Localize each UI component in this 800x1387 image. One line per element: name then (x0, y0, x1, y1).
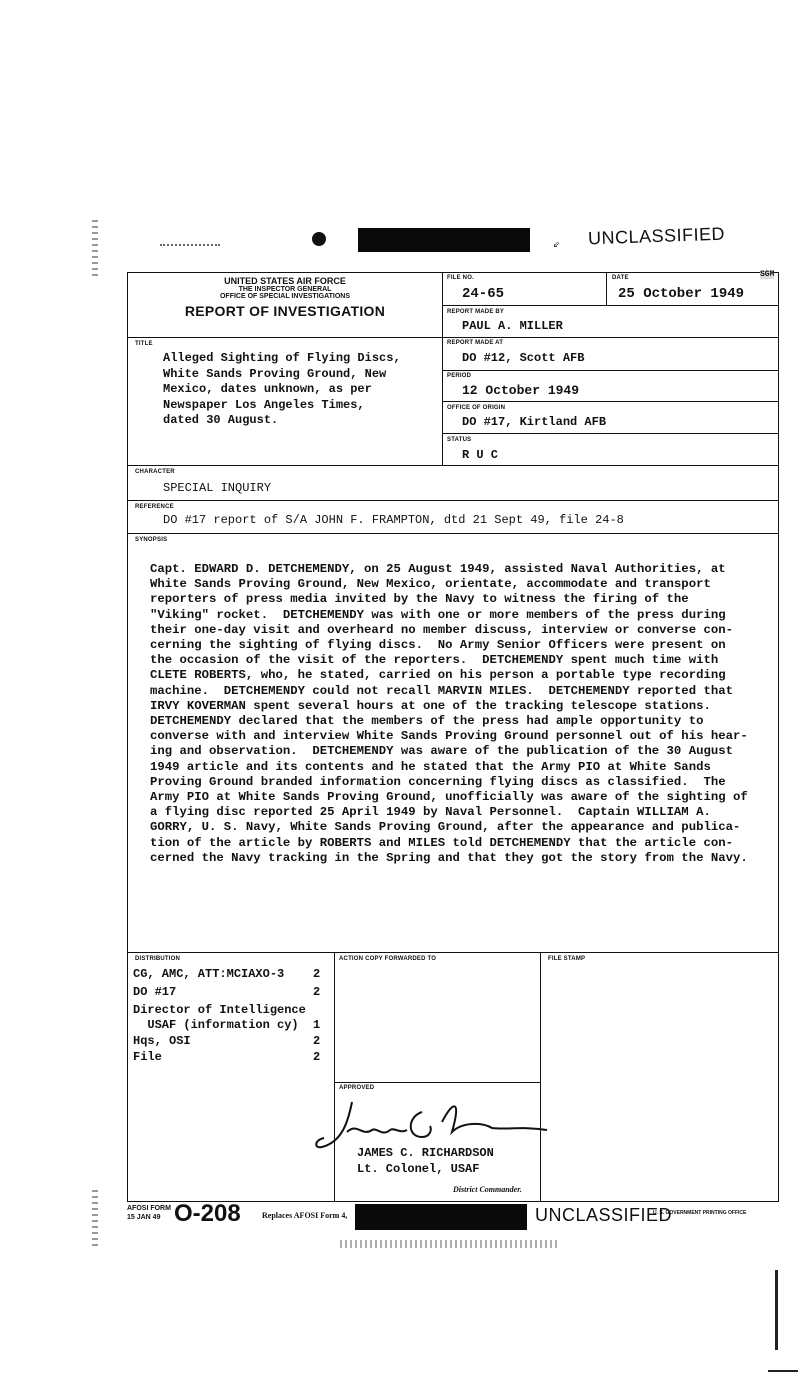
distribution-row: USAF (information cy) (133, 1018, 299, 1032)
divider (442, 272, 443, 465)
distribution-count: 2 (313, 985, 321, 999)
redaction-box (355, 1204, 527, 1230)
approver-rank: Lt. Colonel, USAF (357, 1162, 480, 1176)
punch-mark (312, 232, 326, 246)
synopsis-line: tion of the article by ROBERTS and MILES told DETCHEMENDY that the article con- (150, 835, 733, 850)
synopsis-line: cerned the Navy tracking in the Spring and that they got the story from the Navy. (150, 850, 748, 865)
scan-edge-mark (775, 1270, 778, 1350)
scan-edge-mark (768, 1370, 798, 1372)
synopsis-line: GORRY, U. S. Navy, White Sands Proving Ground, after the appearance and publica- (150, 820, 741, 835)
synopsis-line: 1949 article and its contents and he stated that the Army PIO at White Sands (150, 759, 711, 774)
synopsis-line: CLETE ROBERTS, who, he stated, carried on his person a portable type recording (150, 668, 726, 683)
synopsis-line: ing and observation. DETCHEMENDY was aware of the publication of the 30 August (150, 744, 733, 759)
synopsis-line: cerning the sighting of flying discs. No Army Senior Officers were present on (150, 638, 726, 653)
divider (127, 952, 779, 953)
character-label: CHARACTER (135, 469, 175, 475)
report-made-at-value: DO #12, Scott AFB (462, 351, 585, 365)
printer-note: U. S. GOVERNMENT PRINTING OFFICE (653, 1210, 747, 1216)
status-label: STATUS (447, 437, 472, 443)
classification-top: UNCLASSIFIED (587, 223, 726, 249)
divider (442, 305, 779, 306)
divider (334, 1082, 540, 1083)
office-of-origin-value: DO #17, Kirtland AFB (462, 415, 607, 429)
title-label: TITLE (135, 341, 153, 347)
form-number: O-208 (174, 1200, 241, 1227)
action-copy-label: ACTION COPY FORWARDED TO (339, 956, 437, 962)
reference-label: REFERENCE (135, 504, 174, 510)
synopsis-label: SYNOPSIS (135, 537, 168, 543)
distribution-count: 1 (313, 1018, 321, 1032)
synopsis-line: reporters of press media invited by the Navy to witness the firing of the (150, 592, 689, 607)
synopsis-line: White Sands Proving Ground, New Mexico, orientate, accommodate and transport (150, 577, 711, 592)
office-of-origin-label: OFFICE OF ORIGIN (447, 405, 506, 411)
scan-artifact (92, 220, 98, 280)
synopsis-line: a flying disc reported 25 April 1949 by Naval Personnel. Captain WILLIAM A. (150, 805, 711, 820)
divider (127, 533, 779, 534)
period-value: 12 October 1949 (462, 383, 580, 398)
divider (127, 500, 779, 501)
reference-value: DO #17 report of S/A JOHN F. FRAMPTON, dtd 21 Sept 49, file 24-8 (163, 513, 624, 527)
distribution-row: Hqs, OSI (133, 1034, 191, 1048)
status-value: R U C (462, 448, 499, 462)
divider (334, 952, 335, 1202)
title-line: Alleged Sighting of Flying Discs, (163, 351, 401, 365)
scan-artifact (92, 1190, 98, 1250)
title-line: dated 30 August. (163, 413, 279, 427)
replaces-note: Replaces AFOSI Form 4, (262, 1211, 348, 1220)
date-value: 25 October 1949 (618, 286, 745, 302)
synopsis-line: their one-day visit and overheard no member discuss, interview or converse con- (150, 622, 733, 637)
date-label: DATE (612, 275, 629, 281)
report-made-at-label: REPORT MADE AT (447, 340, 504, 346)
file-stamp-label: FILE STAMP (548, 956, 586, 962)
synopsis-line: Army PIO at White Sands Proving Ground, unofficially was aware of the sighting of (150, 790, 748, 805)
stamp-smudge (160, 230, 220, 246)
agency-block (130, 276, 440, 319)
partial-stamp: SGM (760, 270, 775, 279)
classification-bottom: UNCLASSIFIED (535, 1205, 673, 1225)
agency-name: UNITED STATES AIR FORCE (224, 276, 346, 286)
synopsis-line: Capt. EDWARD D. DETCHEMENDY, on 25 August 1949, assisted Naval Authorities, at (150, 562, 726, 576)
office-subname: OFFICE OF SPECIAL INVESTIGATIONS (219, 293, 351, 300)
form-id-line: 15 JAN 49 (127, 1214, 161, 1221)
title-block (163, 351, 401, 429)
synopsis-line: "Viking" rocket. DETCHEMENDY was with one or more members of the press during (150, 607, 726, 622)
arrow-mark-icon: ⇙ (553, 237, 561, 251)
form-id (127, 1204, 171, 1222)
divider (442, 370, 779, 371)
synopsis-line: the occasion of the visit of the reporters. DETCHEMENDY spent much time with (150, 653, 719, 668)
title-line: Mexico, dates unknown, as per (163, 382, 372, 396)
file-no-label: FILE NO. (447, 275, 474, 281)
distribution-row: Director of Intelligence (133, 1003, 306, 1017)
file-no-value: 24-65 (462, 286, 505, 302)
character-value: SPECIAL INQUIRY (163, 481, 272, 495)
redaction-box (358, 228, 530, 252)
synopsis-body (150, 562, 780, 866)
approved-label: APPROVED (339, 1085, 375, 1091)
synopsis-line: Proving Ground branded information concerning flying discs as classified. The (150, 774, 726, 789)
distribution-row: File (133, 1050, 162, 1064)
synopsis-line: IRVY KOVERMAN spent several hours at one of the tracking telescope stations. (150, 698, 711, 713)
report-title: REPORT OF INVESTIGATION (184, 303, 386, 319)
report-made-by-value: PAUL A. MILLER (462, 319, 563, 333)
scan-smudge (340, 1240, 560, 1248)
distribution-count: 2 (313, 1050, 321, 1064)
synopsis-line: DETCHEMENDY declared that the members of the press had ample opportunity to (150, 714, 704, 729)
office-name: THE INSPECTOR GENERAL (238, 286, 332, 293)
period-label: PERIOD (447, 373, 472, 379)
distribution-count: 2 (313, 967, 321, 981)
title-line: Newspaper Los Angeles Times, (163, 397, 365, 412)
approver-title: District Commander. (453, 1185, 522, 1194)
divider (442, 433, 779, 434)
title-line: White Sands Proving Ground, New (163, 366, 387, 381)
divider (540, 952, 541, 1202)
divider (442, 401, 779, 402)
approver-name: JAMES C. RICHARDSON (357, 1146, 494, 1160)
synopsis-line: machine. DETCHEMENDY could not recall MARVIN MILES. DETCHEMENDY reported that (150, 683, 733, 698)
divider (127, 337, 779, 338)
distribution-label: DISTRIBUTION (135, 956, 181, 962)
synopsis-line: converse with and interview White Sands Proving Ground personnel out of his hear- (150, 729, 748, 744)
report-made-by-label: REPORT MADE BY (447, 309, 505, 315)
divider (606, 272, 607, 306)
distribution-row: DO #17 (133, 985, 177, 999)
distribution-row: CG, AMC, ATT:MCIAXO-3 (133, 967, 285, 981)
divider (127, 465, 779, 466)
distribution-count: 2 (313, 1034, 321, 1048)
form-id-line: AFOSI FORM (127, 1205, 171, 1212)
